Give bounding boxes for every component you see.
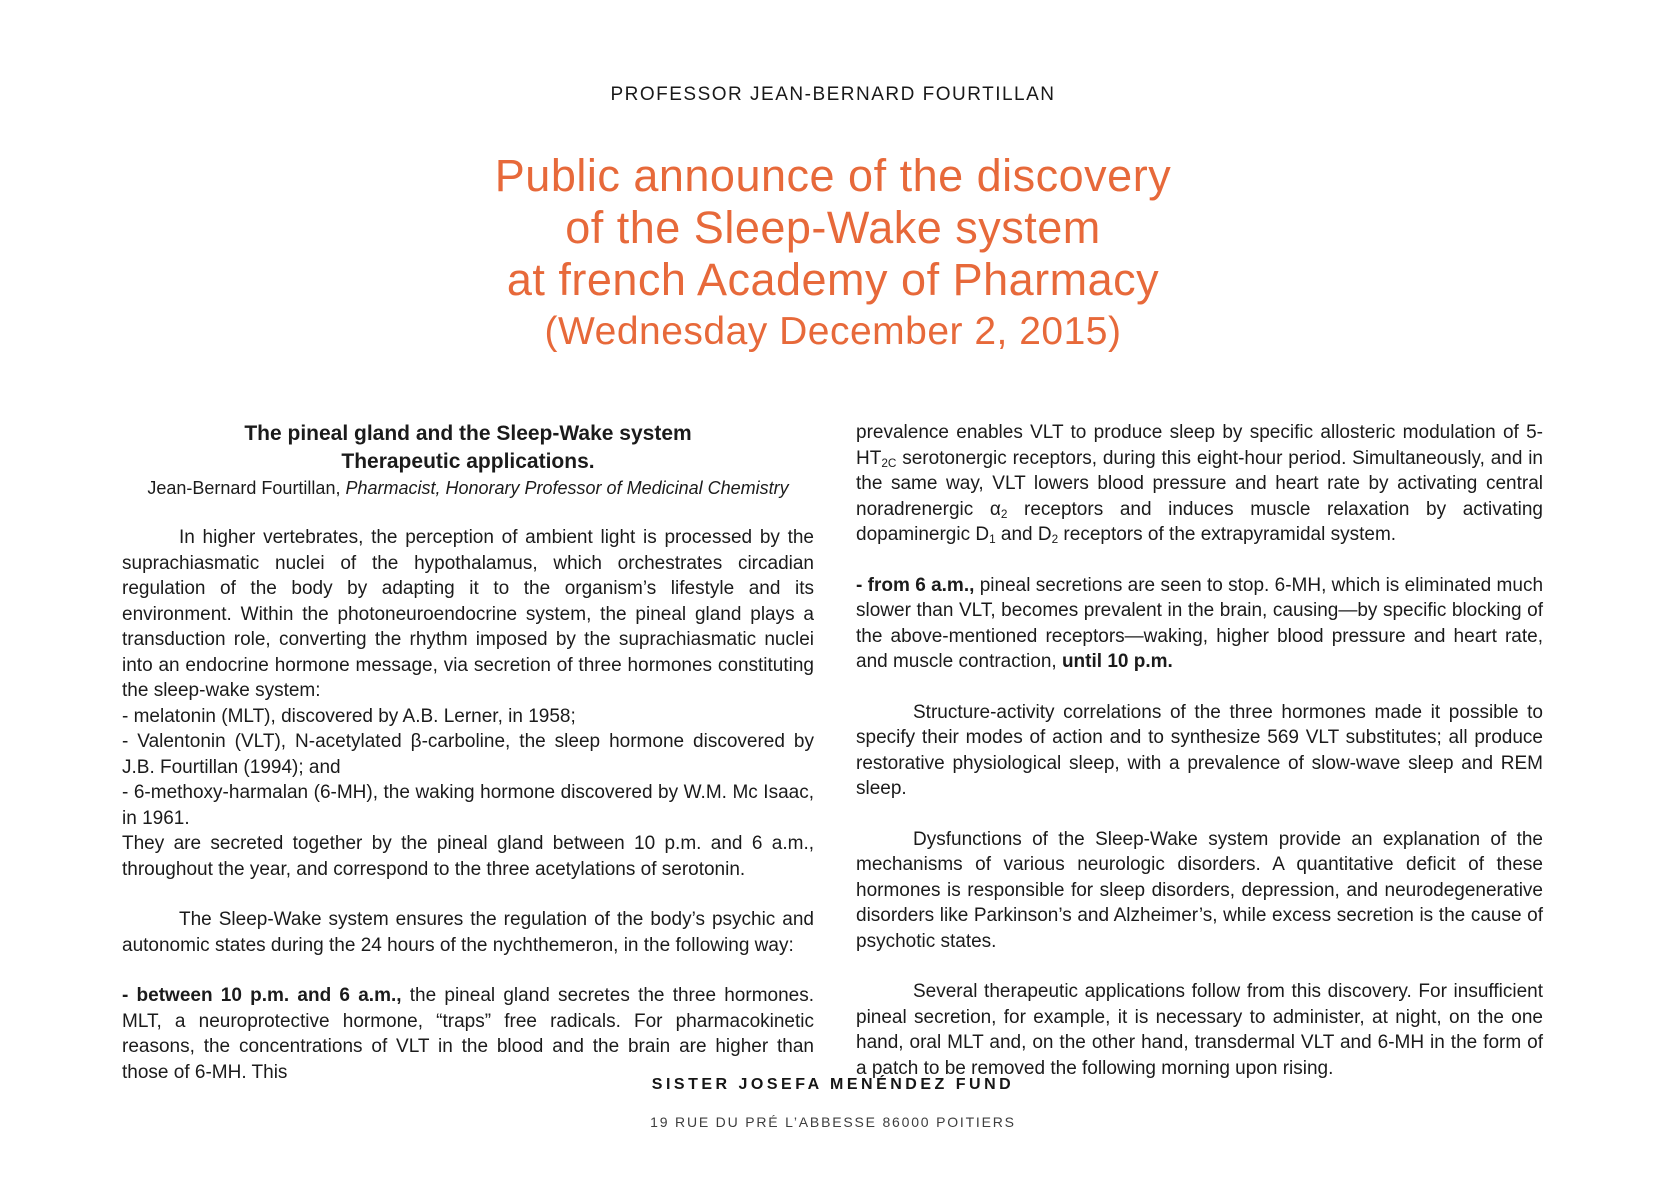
text-segment: receptors of the extrapyramidal system.	[1058, 524, 1397, 545]
footer	[0, 1074, 1666, 1131]
text-segment: serotonergic receptors, during this eight-hour period. Simultaneously, and in the same way, VLT lowers blood pressure and heart rate by activating central noradrenergic α	[856, 447, 1543, 520]
text-segment: until 10 p.m.	[1061, 651, 1173, 672]
text-segment: pineal secretions are seen to stop. 6-MH, which is eliminated much slower than VLT, becomes prevalent in the brain, causing—by specific blocking of the above-mentioned receptors—waking, higher blood pressure and heart rate, and muscle contraction,	[856, 574, 1544, 672]
paragraph	[122, 525, 814, 704]
text-segment: 1	[989, 532, 996, 546]
paragraph	[122, 831, 814, 882]
text-segment: Jean-Bernard Fourtillan,	[147, 478, 346, 498]
paragraph	[122, 729, 814, 780]
paragraph	[856, 979, 1543, 1081]
title-line-date: (Wednesday December 2, 2015)	[544, 310, 1122, 353]
text-segment: 2C	[881, 456, 897, 470]
text-segment: prevalence enables VLT to produce sleep by specific allosteric modulation of 5-HT	[856, 422, 1543, 469]
paragraph	[856, 573, 1543, 675]
text-segment: and D	[995, 524, 1052, 545]
title-line-2: of the Sleep-Wake system	[565, 202, 1101, 253]
text-segment: Pharmacist, Honorary Professor of Medicinal Chemistry	[345, 478, 789, 498]
main-title	[0, 150, 1666, 358]
paragraph	[122, 780, 814, 831]
fund-name: SISTER JOSEFA MENÉNDEZ FUND	[651, 1076, 1015, 1093]
paragraph	[856, 700, 1543, 802]
left-column-text	[122, 525, 814, 1085]
paragraph	[856, 420, 1543, 548]
right-column	[856, 420, 1543, 1085]
text-segment: The Sleep-Wake system ensures the regulation of the body’s psychic and autonomic states during the 24 hours of the nychthemeron, in the following way:	[122, 909, 814, 956]
paragraph	[122, 983, 814, 1085]
text-segment: the pineal gland secretes the three hormones. MLT, a neuroprotective hormone, “traps” free radicals. For pharmacokinetic reasons, the concentrations of VLT in the blood and the brain are higher than those of 6-MH. This	[122, 985, 815, 1083]
article-body	[122, 420, 1543, 1085]
byline	[122, 476, 814, 500]
text-segment: - melatonin (MLT), discovered by A.B. Lerner, in 1958;	[122, 705, 576, 727]
paragraph	[122, 907, 814, 958]
author-header: PROFESSOR JEAN-BERNARD FOURTILLAN	[610, 84, 1056, 105]
text-segment: - Valentonin (VLT), N-acetylated β-carboline, the sleep hormone discovered by J.B. Fourtillan (1994); and	[122, 731, 814, 778]
text-segment: In higher vertebrates, the perception of ambient light is processed by the suprachiasmatic nuclei of the hypothalamus, which orchestrates circadian regulation of the body by adapting it to the organism’s lifestyle and its environment. Within the photoneuroendocrine system, the pineal gland plays a transduction role, converting the rhythm imposed by the suprachiasmatic nuclei into an endocrine hormone message, via secretion of three hormones constituting the sleep-wake system:	[122, 527, 814, 701]
title-line-3: at french Academy of Pharmacy	[506, 254, 1160, 305]
text-segment: Structure-activity correlations of the three hormones made it possible to specify their modes of action and to synthesize 569 VLT substitutes; all produce restorative physiological sleep, with a prevalence of slow-wave sleep and REM sleep.	[856, 701, 1543, 799]
text-segment: Several therapeutic applications follow from this discovery. For insufficient pineal secretion, for example, it is necessary to administer, at night, on the one hand, oral MLT and, on the other hand, transdermal VLT and 6-MH in the form of a patch to be removed the following morning upon rising.	[856, 981, 1543, 1079]
fund-address: 19 RUE DU PRÉ L’ABBESSE 86000 POITIERS	[650, 1114, 1016, 1130]
paragraph	[856, 827, 1543, 955]
text-segment: 2	[1000, 507, 1008, 521]
text-segment: - 6-methoxy-harmalan (6-MH), the waking hormone discovered by W.M. Mc Isaac, in 1961.	[122, 782, 814, 829]
title-line-1: Public announce of the discovery	[494, 150, 1172, 201]
text-segment: They are secreted together by the pineal gland between 10 p.m. and 6 a.m., throughout the year, and correspond to the three acetylations of serotonin.	[122, 833, 814, 880]
text-segment: - between 10 p.m. and 6 a.m.,	[122, 985, 402, 1006]
section-heading-line-1: The pineal gland and the Sleep-Wake system	[244, 422, 692, 445]
text-segment: receptors and induces muscle relaxation by activating dopaminergic D	[856, 498, 1543, 545]
right-column-text	[856, 420, 1543, 1081]
section-heading-line-2: Therapeutic applications.	[341, 450, 595, 473]
paragraph	[122, 704, 814, 730]
text-segment: 2	[1051, 532, 1059, 546]
text-segment: - from 6 a.m.,	[856, 574, 975, 596]
left-column	[122, 420, 814, 1085]
text-segment: Dysfunctions of the Sleep-Wake system provide an explanation of the mechanisms of various neurologic disorders. A quantitative deficit of these hormones is responsible for sleep disorders, depression, and neurodegenerative disorders like Parkinson’s and Alzheimer’s, while excess secretion is the cause of psychotic states.	[856, 828, 1543, 952]
